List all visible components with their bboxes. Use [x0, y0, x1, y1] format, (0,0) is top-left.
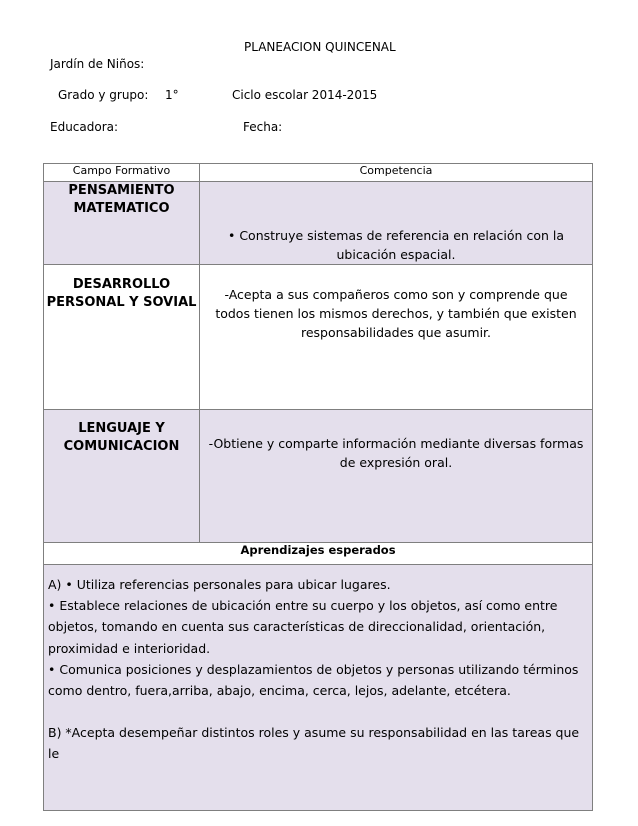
aprendizajes-header: Aprendizajes esperados [44, 543, 593, 565]
header-campo-formativo: Campo Formativo [44, 164, 200, 182]
competencia-cell [200, 265, 593, 410]
competencia-text: -Acepta a sus compañeros como son y comprende que todos tienen los mismos derechos, y también que existen responsabilidades que asumir. [215, 287, 577, 340]
aprendizaje-item: A) • Utiliza referencias personales para ubicar lugares. [48, 577, 391, 592]
campo-formativo-cell [44, 265, 200, 410]
table-header-row [44, 164, 593, 182]
jardin-label: Jardín de Niños: [50, 57, 145, 71]
fecha-label: Fecha: [243, 120, 283, 134]
educadora-label: Educadora: [50, 120, 119, 134]
aprendizajes-cell [44, 565, 593, 811]
grado-label: Grado y grupo: [58, 88, 149, 102]
competencia-cell [200, 410, 593, 543]
header-competencia: Competencia [200, 164, 593, 182]
aprendizaje-item: • Establece relaciones de ubicación entre su cuerpo y los objetos, así como entre objetos, tomando en cuenta sus características de direccionalidad, orientación, proximidad e interioridad. [48, 598, 558, 656]
aprendizajes-row [44, 565, 593, 811]
campo-formativo-cell: PENSAMIENTO MATEMATICO [44, 182, 200, 265]
ciclo-escolar: Ciclo escolar 2014-2015 [232, 88, 378, 102]
table-row [44, 410, 593, 543]
campo-formativo-text: DESARROLLO PERSONAL Y SOVIAL [46, 277, 197, 310]
grado-value: 1° [165, 88, 179, 102]
planning-table [43, 163, 593, 811]
competencia-text: -Obtiene y comparte información mediante diversas formas de expresión oral. [208, 436, 584, 470]
table-row [44, 265, 593, 410]
table-row [44, 182, 593, 265]
competencia-cell [200, 182, 593, 265]
aprendizaje-item: • Comunica posiciones y desplazamientos de objetos y personas utilizando términos como dentro, fuera,arriba, abajo, encima, cerca, lejos, adelante, etcétera. [48, 661, 579, 699]
page-title: PLANEACION QUINCENAL [244, 40, 396, 54]
aprendizaje-item: B) *Acepta desempeñar distintos roles y asume su responsabilidad en las tareas que le [48, 725, 580, 762]
campo-formativo-text: LENGUAJE Y COMUNICACION [63, 421, 180, 454]
campo-formativo-cell [44, 410, 200, 543]
competencia-text: • Construye sistemas de referencia en relación con la ubicación espacial. [227, 228, 564, 262]
aprendizajes-header-row [44, 543, 593, 565]
